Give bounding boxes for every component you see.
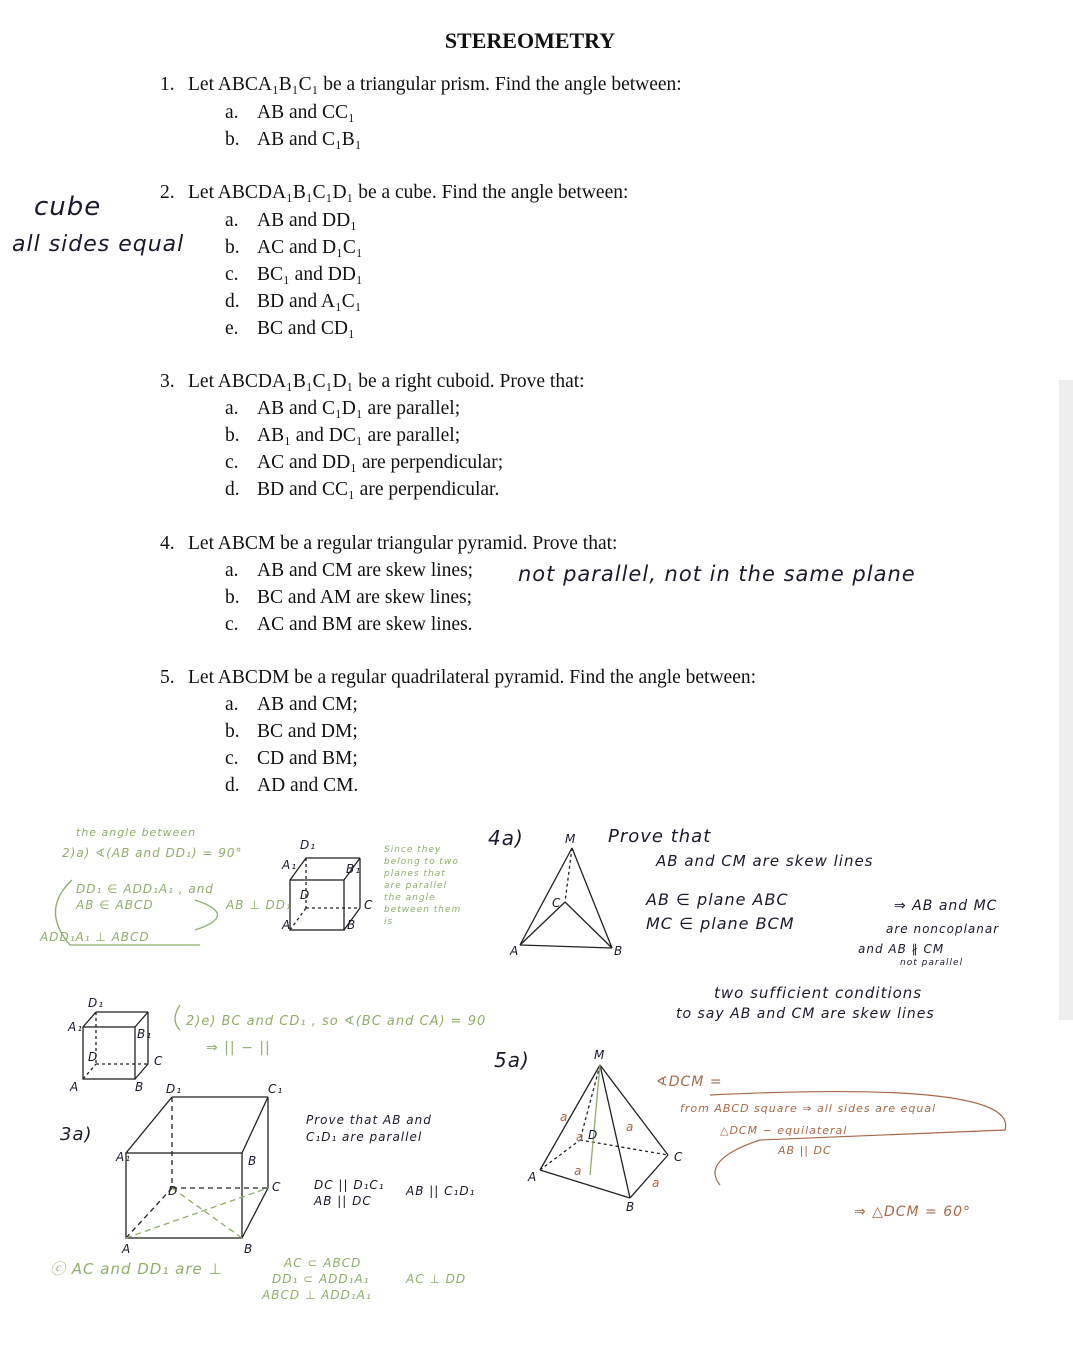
figure-label: D xyxy=(168,1184,179,1198)
figure-label: D₁ xyxy=(166,1082,183,1096)
green-brace xyxy=(175,1005,180,1030)
question-4-item-b: b. BC and AM are skew lines; xyxy=(225,587,473,608)
note-3a-label: 3a) xyxy=(60,1124,93,1145)
note-2-header: the angle between xyxy=(76,826,197,839)
question-2-item-d: d. BD and A₁C₁ xyxy=(225,291,362,312)
note-5a-line1: from ABCD square ⇒ all sides are equal xyxy=(680,1102,937,1115)
note-5a-label: 5a) xyxy=(494,1048,530,1072)
note-4a-res3: and AB ∦ CM xyxy=(858,942,945,956)
note-4a-prove2: AB and CM are skew lines xyxy=(656,852,874,870)
note-5a-angle: ∢DCM = xyxy=(656,1074,723,1090)
note-2e-arrow: ⇒ || − || xyxy=(206,1040,271,1056)
question-5-item-d: d. AD and CM. xyxy=(225,775,359,796)
figure-label: A xyxy=(122,1242,132,1256)
figure-label: D₁ xyxy=(300,838,317,852)
figure-label: C xyxy=(674,1150,684,1164)
question-5-item-c: c. CD and BM; xyxy=(225,748,358,769)
handwritten-all-sides-note: all sides equal xyxy=(12,232,185,257)
question-1-item-b: b. AB and C₁B₁ xyxy=(225,129,362,150)
note-4a-res2: are noncoplanar xyxy=(886,922,1000,936)
note-3a-rel1: DC || D₁C₁ xyxy=(314,1178,385,1192)
question-3-item-d: d. BD and CC₁ are perpendicular. xyxy=(225,479,500,500)
note-4a-line2: MC ∈ plane BCM xyxy=(646,914,795,933)
figure-label: a xyxy=(560,1110,569,1124)
pyramid-figure-5a xyxy=(540,1065,668,1198)
figure-label: C xyxy=(552,896,562,910)
question-2-item-e: e. BC and CD₁ xyxy=(225,318,355,339)
figure-label: A xyxy=(528,1170,538,1184)
figure-label: a xyxy=(576,1130,585,1144)
note-3a-rel2: AB || DC xyxy=(314,1194,372,1208)
handwritten-skew-note: not parallel, not in the same plane xyxy=(518,562,916,586)
note-5a-result: ⇒ △DCM = 60° xyxy=(854,1204,972,1220)
figure-label: M xyxy=(594,1048,606,1062)
figure-label: a xyxy=(574,1164,583,1178)
question-3-item-b: b. AB₁ and DC₁ are parallel; xyxy=(225,425,461,446)
question-3-item-a: a. AB and C₁D₁ are parallel; xyxy=(225,398,461,419)
note-4a-line1: AB ∈ plane ABC xyxy=(646,890,789,909)
green-brace xyxy=(195,900,218,930)
figure-label: B xyxy=(347,918,357,932)
figure-label: B xyxy=(626,1200,636,1214)
note-3c: ⓒ AC and DD₁ are ⊥ xyxy=(50,1260,223,1278)
question-2: 2. Let ABCDA₁B₁C₁D₁ be a cube. Find the angle between: xyxy=(160,182,629,203)
note-3c-line1: AC ⊂ ABCD xyxy=(284,1256,362,1270)
page-title: STEREOMETRY xyxy=(444,28,616,53)
note-5a-line2: △DCM − equilateral xyxy=(720,1124,848,1137)
question-5-item-a: a. AB and CM; xyxy=(225,694,358,715)
question-2-item-a: a. AB and DD₁ xyxy=(225,210,357,231)
question-text: Let ABCA₁B₁C₁ be a triangular prism. Find the angle between: xyxy=(188,74,682,95)
note-5a-line3: AB || DC xyxy=(778,1144,832,1157)
note-2-result: AB ⊥ DD₁ xyxy=(226,898,292,912)
figure-label: C xyxy=(272,1180,282,1194)
note-3a-prove: Prove that AB and C₁D₁ are parallel xyxy=(306,1113,432,1144)
figure-label: B xyxy=(614,944,624,958)
question-5-item-b: b. BC and DM; xyxy=(225,721,358,742)
figure-label: A₁ xyxy=(68,1020,84,1034)
figure-label: C₁ xyxy=(268,1082,284,1096)
note-4a-label: 4a) xyxy=(488,826,524,850)
question-number: 1. xyxy=(160,74,175,95)
note-2-side: Since they belong to two planes that are parallel the angle between them is xyxy=(384,845,462,927)
note-2-line3: ADD₁A₁ ⊥ ABCD xyxy=(40,930,150,944)
right-edge-panel xyxy=(1059,380,1073,1020)
figure-label: B xyxy=(248,1154,258,1168)
note-3c-line3: ABCD ⊥ ADD₁A₁ xyxy=(262,1288,372,1302)
figure-label: a xyxy=(652,1176,661,1190)
note-3c-result: AC ⊥ DD xyxy=(406,1272,467,1286)
question-4-item-a: a. AB and CM are skew lines; xyxy=(225,560,474,581)
note-3a-result: AB || C₁D₁ xyxy=(406,1184,476,1198)
figure-label: A₁ xyxy=(282,858,298,872)
cube-figure-2e xyxy=(83,1012,148,1079)
figure-label: A₁ xyxy=(116,1150,132,1164)
note-4a-prove: Prove that xyxy=(608,826,712,847)
note-4a-suff2: to say AB and CM are skew lines xyxy=(676,1006,935,1022)
figure-label: D xyxy=(588,1128,599,1142)
figure-label: B xyxy=(135,1080,145,1094)
figure-label: M xyxy=(565,832,577,846)
cuboid-figure-3a xyxy=(126,1097,268,1238)
figure-label: C xyxy=(154,1054,164,1068)
figure-label: B₁ xyxy=(137,1027,153,1041)
pyramid-figure-4a xyxy=(520,848,612,948)
figure-label: B₁ xyxy=(346,862,362,876)
note-4a-res1: ⇒ AB and MC xyxy=(894,898,998,914)
question-1-item-a: a. AB and CC₁ xyxy=(225,102,355,123)
figure-label: B xyxy=(244,1242,254,1256)
question-3-item-c: c. AC and DD₁ are perpendicular; xyxy=(225,452,504,473)
note-3c-line2: DD₁ ⊂ ADD₁A₁ xyxy=(272,1272,370,1286)
note-4a-suff1: two sufficient conditions xyxy=(714,984,923,1002)
note-4a-res4: not parallel xyxy=(900,958,964,968)
note-2-line1: DD₁ ∈ ADD₁A₁ , and xyxy=(76,882,214,896)
question-3: 3. Let ABCDA₁B₁C₁D₁ be a right cuboid. Prove that: xyxy=(160,371,585,392)
figure-label: D₁ xyxy=(88,996,105,1010)
figure-label: A xyxy=(70,1080,80,1094)
question-5: 5. Let ABCDM be a regular quadrilateral pyramid. Find the angle between: xyxy=(160,667,757,688)
note-2-angle: 2)a) ∢(AB and DD₁) = 90° xyxy=(62,846,243,860)
figure-label: A xyxy=(510,944,520,958)
handwritten-cube-note: cube xyxy=(34,192,102,222)
question-4-item-c: c. AC and BM are skew lines. xyxy=(225,614,473,635)
question-2-item-c: c. BC₁ and DD₁ xyxy=(225,264,363,285)
question-2-item-b: b. AC and D₁C₁ xyxy=(225,237,363,258)
figure-label: A xyxy=(282,918,292,932)
note-2-line2: AB ∈ ABCD xyxy=(76,898,154,912)
note-2e: 2)e) BC and CD₁ , so ∢(BC and CA) = 90 xyxy=(186,1014,487,1029)
figure-label: D xyxy=(300,888,311,902)
figure-label: D xyxy=(88,1050,99,1064)
figure-label: a xyxy=(626,1120,635,1134)
question-4: 4. Let ABCM be a regular triangular pyramid. Prove that: xyxy=(160,533,618,554)
figure-label: C xyxy=(364,898,374,912)
